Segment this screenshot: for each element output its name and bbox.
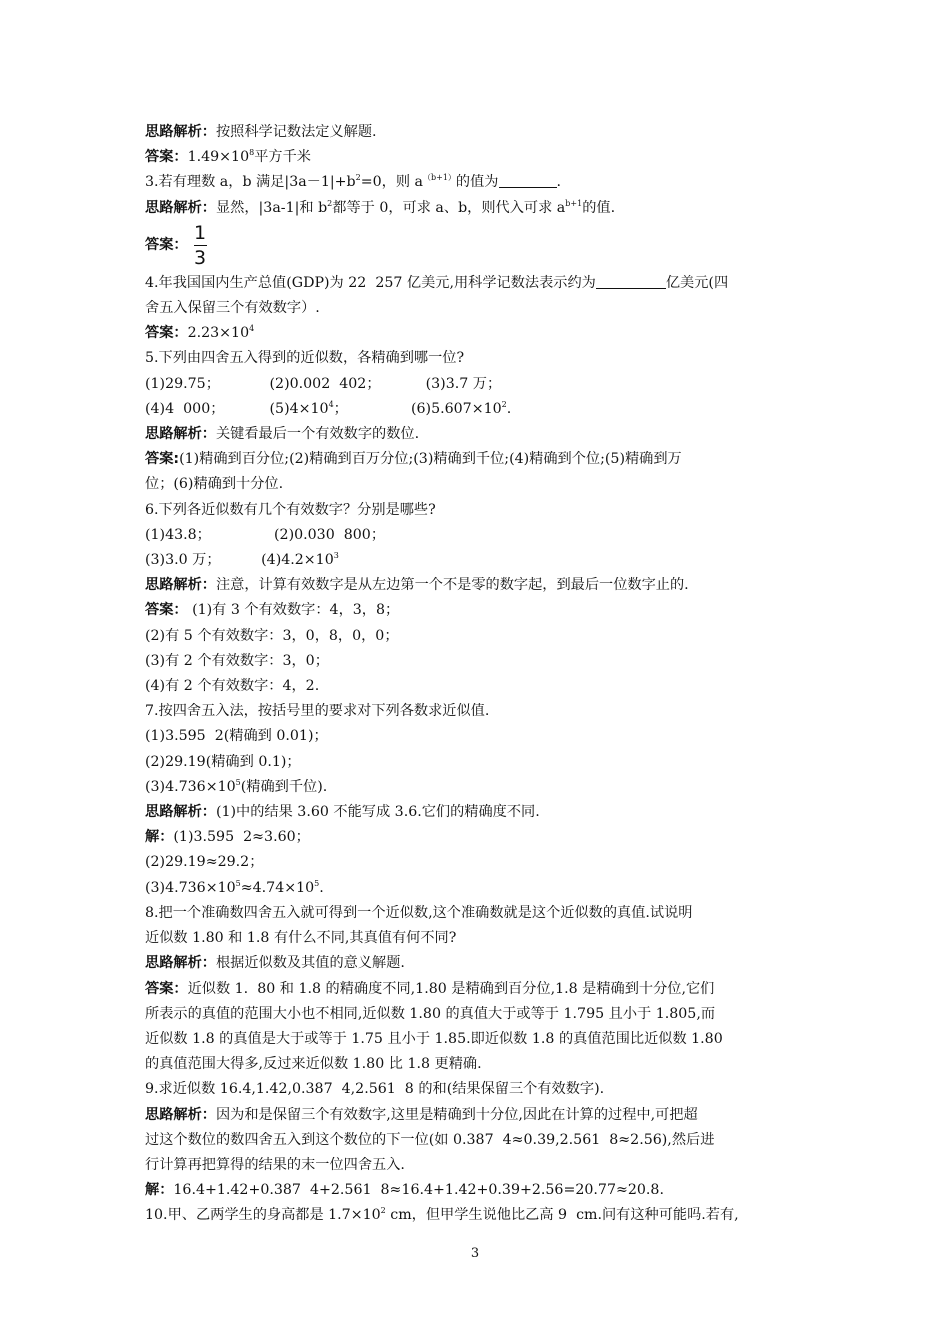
- answer-label: 答案：: [145, 325, 188, 342]
- answer-label: 答案：: [145, 237, 188, 254]
- text-line: 行计算再把算得的结果的末一位四舍五入.: [145, 1156, 405, 1173]
- text-line: 思路解析：关键看最后一个有效数字的数位.: [145, 426, 420, 443]
- question-5: 5.下列由四舍五入得到的近似数，各精确到哪一位?: [145, 350, 465, 367]
- text-line: 舍五入保留三个有效数字）.: [145, 300, 320, 317]
- question-8: 8.把一个准确数四舍五入就可得到一个近似数,这个准确数就是这个近似数的真值.试说明: [145, 904, 693, 921]
- answer-fraction-line: [145, 221, 825, 271]
- text-line: 近似数 1.8 的真值是大于或等于 1.75 且小于 1.85.即近似数 1.8 的真值范围比近似数 1.80: [145, 1030, 723, 1047]
- text-line: 解：16.4+1.42+0.387 4+2.561 8≈16.4+1.42+0.39+2.56=20.77≈20.8.: [145, 1182, 664, 1199]
- text-line: 答案:(1)精确到百分位;(2)精确到百万分位;(3)精确到千位;(4)精确到个位;(5)精确到万: [145, 451, 682, 468]
- analysis-label: 思路解析：: [145, 1106, 216, 1123]
- text-line: 思路解析：(1)中的结果 3.60 不能写成 3.6.它们的精确度不同.: [145, 804, 540, 821]
- fill-blank: [499, 173, 557, 188]
- text-line: (3)有 2 个有效数字：3，0；: [145, 652, 329, 669]
- text-line: (3)3.0 万； $(4)4.2\times 10^3$: [145, 551, 339, 569]
- text-line: 答案：近似数 1. 80 和 1.8 的精确度不同,1.80 是精确到百分位,1.8 是精确到十分位,它们: [145, 980, 715, 997]
- question-6: 6.下列各近似数有几个有效数字？分别是哪些?: [145, 501, 436, 518]
- solution-label: 解：: [145, 829, 174, 846]
- answer-label: 答案:: [145, 451, 180, 468]
- question-10: 10.甲、乙两学生的身高都是 $1.7\times 10^2$ cm，但甲学生说他比乙高 9 cm.问有这种可能吗.若有,: [145, 1206, 739, 1224]
- text-line: 答案：$2.23\times 10^4$: [145, 324, 255, 342]
- question-9: 9.求近似数 16.4,1.42,0.387 4,2.561 8 的和(结果保留三个有效数字).: [145, 1081, 605, 1098]
- solution-label: 解：: [145, 1182, 174, 1199]
- text-line: (1)3.595 2(精确到 0.01)；: [145, 728, 328, 745]
- fill-blank: [596, 274, 666, 289]
- text-line: 的真值范围大得多,反过来近似数 1.80 比 1.8 更精确.: [145, 1056, 482, 1073]
- text-line: 思路解析：显然，|3a-1|和 $b^2$都等于 0，可求 a、b，则代入可求 $a^{b+1}$的值.: [145, 198, 616, 216]
- text-line: 思路解析：根据近似数及其值的意义解题.: [145, 955, 405, 972]
- text-line: 思路解析：因为和是保留三个有效数字,这里是精确到十分位,因此在计算的过程中,可把超: [145, 1106, 698, 1123]
- text-line: (4)4 000； $(5)4\times 10^4$； $(6)5.607\times 10^2$.: [145, 399, 512, 417]
- text-line: (4)有 2 个有效数字：4，2.: [145, 678, 320, 695]
- text-line: 所表示的真值的范围大小也不相同,近似数 1.80 的真值大于或等于 1.795 且小于 1.805,而: [145, 1005, 716, 1022]
- answer-label: 答案：: [145, 149, 188, 166]
- analysis-label: 思路解析：: [145, 124, 216, 140]
- answer-label: 答案：: [145, 980, 188, 997]
- text-line: 解：(1)3.595 2≈3.60；: [145, 829, 310, 846]
- analysis-label: 思路解析：: [145, 955, 216, 972]
- question-3: 3.若有理数 a，b 满足$|3a-1|+b^2=0$，则 $a^{(b+1)}$的值为 .: [145, 173, 562, 191]
- analysis-label: 思路解析：: [145, 804, 216, 821]
- text-line: (1)29.75； (2)0.002 402； (3)3.7 万；: [145, 375, 502, 392]
- text-line: $(3)4.736\times 10^5$(精确到千位).: [145, 777, 328, 795]
- text-line: 答案： (1)有 3 个有效数字：4，3，8；: [145, 602, 400, 619]
- answer-label: 答案：: [145, 602, 188, 619]
- text-line: (2)29.19≈29.2；: [145, 854, 264, 871]
- document-body: [145, 120, 825, 1229]
- text-line: 答案：$1.49\times 10^8$平方千米: [145, 148, 311, 166]
- analysis-label: 思路解析：: [145, 426, 216, 443]
- question-7: 7.按四舍五入法，按括号里的要求对下列各数求近似值.: [145, 703, 490, 720]
- fraction: $\frac{1}{3}$: [194, 222, 207, 270]
- text-line: 思路解析：注意，计算有效数字是从左边第一个不是零的数字起，到最后一位数字止的.: [145, 577, 689, 594]
- text-line: $(3)4.736\times 10^5\approx 4.74\times 10^5$.: [145, 878, 324, 896]
- page-number: 3: [470, 1246, 480, 1261]
- analysis-label: 思路解析：: [145, 199, 216, 216]
- analysis-label: 思路解析：: [145, 577, 216, 594]
- text-line: 思路解析：按照科学记数法定义解题.: [145, 124, 377, 140]
- text-line: 过这个数位的数四舍五入到这个数位的下一位(如 0.387 4≈0.39,2.561 8≈2.56),然后进: [145, 1131, 715, 1148]
- question-4: 4.年我国国内生产总值(GDP)为 22 257 亿美元,用科学记数法表示约为 亿美元(四: [145, 274, 729, 291]
- text-line: (2)有 5 个有效数字：3，0，8，0，0；: [145, 627, 399, 644]
- text-line: (2)29.19(精确到 0.1)；: [145, 753, 301, 770]
- text-line: 位；(6)精确到十分位.: [145, 476, 284, 493]
- text-line: 近似数 1.80 和 1.8 有什么不同,其真值有何不同?: [145, 930, 457, 947]
- text-line: (1)43.8； (2)0.030 800；: [145, 526, 386, 543]
